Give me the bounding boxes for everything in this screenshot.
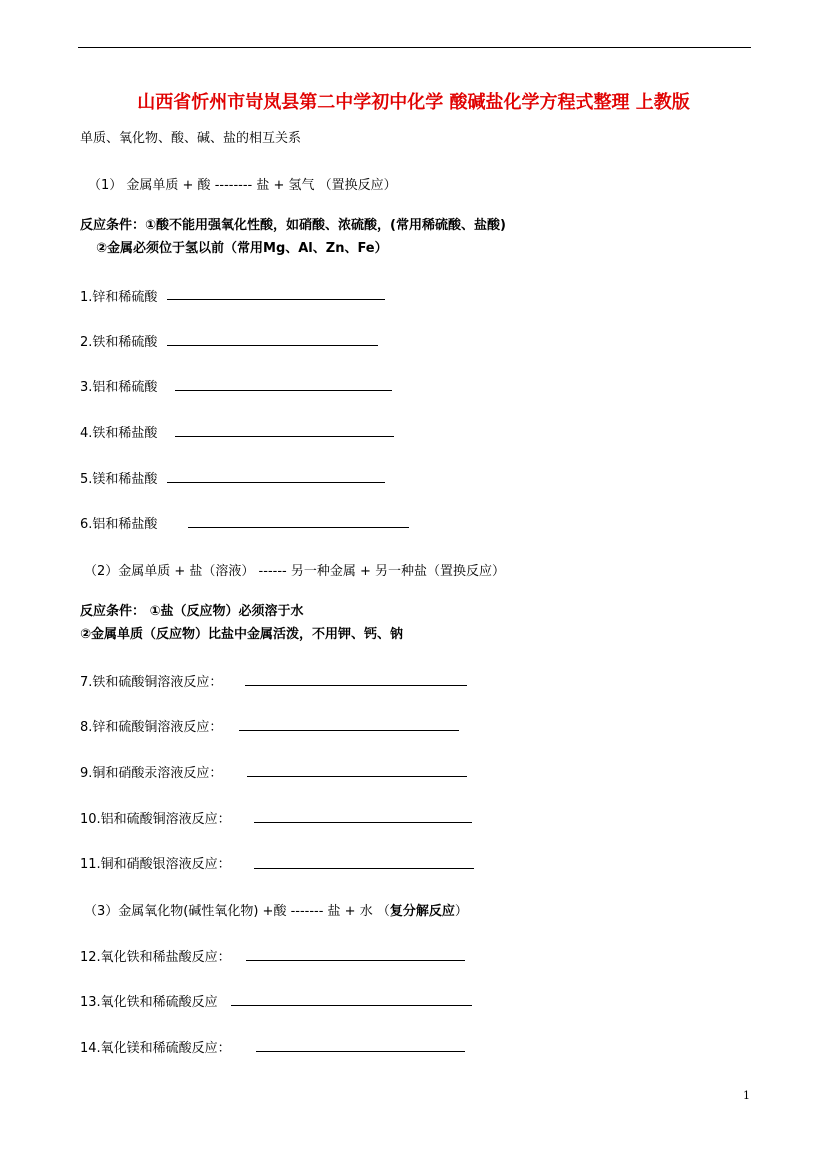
question-14: 14.氧化镁和稀硫酸反应： bbox=[80, 1041, 231, 1056]
question-6: 6.铝和稀盐酸 bbox=[80, 517, 158, 532]
question-2: 2.铁和稀硫酸 bbox=[80, 335, 158, 350]
question-1: 1.锌和稀硫酸 bbox=[80, 290, 158, 305]
question-4: 4.铁和稀盐酸 bbox=[80, 426, 158, 441]
answer-blank-9[interactable] bbox=[247, 776, 467, 777]
header-rule bbox=[78, 47, 751, 48]
answer-blank-12[interactable] bbox=[246, 960, 465, 961]
answer-blank-14[interactable] bbox=[256, 1051, 465, 1052]
section1-condition-1: 反应条件：①酸不能用强氧化性酸，如硝酸、浓硫酸，(常用稀硫酸、盐酸) bbox=[80, 218, 506, 233]
question-11: 11.铜和硝酸银溶液反应： bbox=[80, 857, 231, 872]
section3-heading bbox=[84, 900, 468, 919]
question-12: 12.氧化铁和稀盐酸反应： bbox=[80, 950, 231, 965]
answer-blank-10[interactable] bbox=[254, 822, 472, 823]
page-title: 山西省忻州市岢岚县第二中学初中化学 酸碱盐化学方程式整理 上教版 bbox=[137, 92, 690, 113]
question-10: 10.铝和硫酸铜溶液反应： bbox=[80, 812, 231, 827]
question-8: 8.锌和硫酸铜溶液反应： bbox=[80, 720, 223, 735]
answer-blank-2[interactable] bbox=[167, 345, 378, 346]
section1-heading: （1） 金属单质 + 酸 -------- 盐 + 氢气 （置换反应） bbox=[88, 178, 397, 193]
question-5: 5.镁和稀盐酸 bbox=[80, 472, 158, 487]
question-3: 3.铝和稀硫酸 bbox=[80, 380, 158, 395]
answer-blank-5[interactable] bbox=[167, 482, 385, 483]
section2-condition-1: 反应条件： ①盐（反应物）必须溶于水 bbox=[80, 604, 304, 619]
answer-blank-11[interactable] bbox=[254, 868, 474, 869]
answer-blank-3[interactable] bbox=[175, 390, 392, 391]
section2-condition-2: ②金属单质（反应物）比盐中金属活泼，不用钾、钙、钠 bbox=[80, 627, 404, 642]
answer-blank-6[interactable] bbox=[188, 527, 409, 528]
question-7: 7.铁和硫酸铜溶液反应： bbox=[80, 675, 223, 690]
section1-condition-2: ②金属必须位于氢以前（常用Mg、Al、Zn、Fe） bbox=[96, 241, 388, 256]
section2-heading: （2）金属单质 + 盐（溶液） ------ 另一种金属 + 另一种盐（置换反应） bbox=[84, 564, 505, 579]
answer-blank-4[interactable] bbox=[175, 436, 394, 437]
answer-blank-7[interactable] bbox=[245, 685, 467, 686]
section3-reaction-type: 复分解反应 bbox=[389, 904, 455, 919]
answer-blank-13[interactable] bbox=[231, 1005, 472, 1006]
subtitle: 单质、氧化物、酸、碱、盐的相互关系 bbox=[80, 131, 302, 146]
section3-heading-close: ） bbox=[454, 904, 468, 919]
question-9: 9.铜和硝酸汞溶液反应： bbox=[80, 766, 223, 781]
page-number: 1 bbox=[743, 1089, 750, 1102]
answer-blank-1[interactable] bbox=[167, 299, 385, 300]
section3-heading-text: （3）金属氧化物(碱性氧化物) +酸 ------- 盐 + 水 （ bbox=[84, 904, 390, 919]
answer-blank-8[interactable] bbox=[239, 730, 459, 731]
question-13: 13.氧化铁和稀硫酸反应 bbox=[80, 995, 218, 1010]
